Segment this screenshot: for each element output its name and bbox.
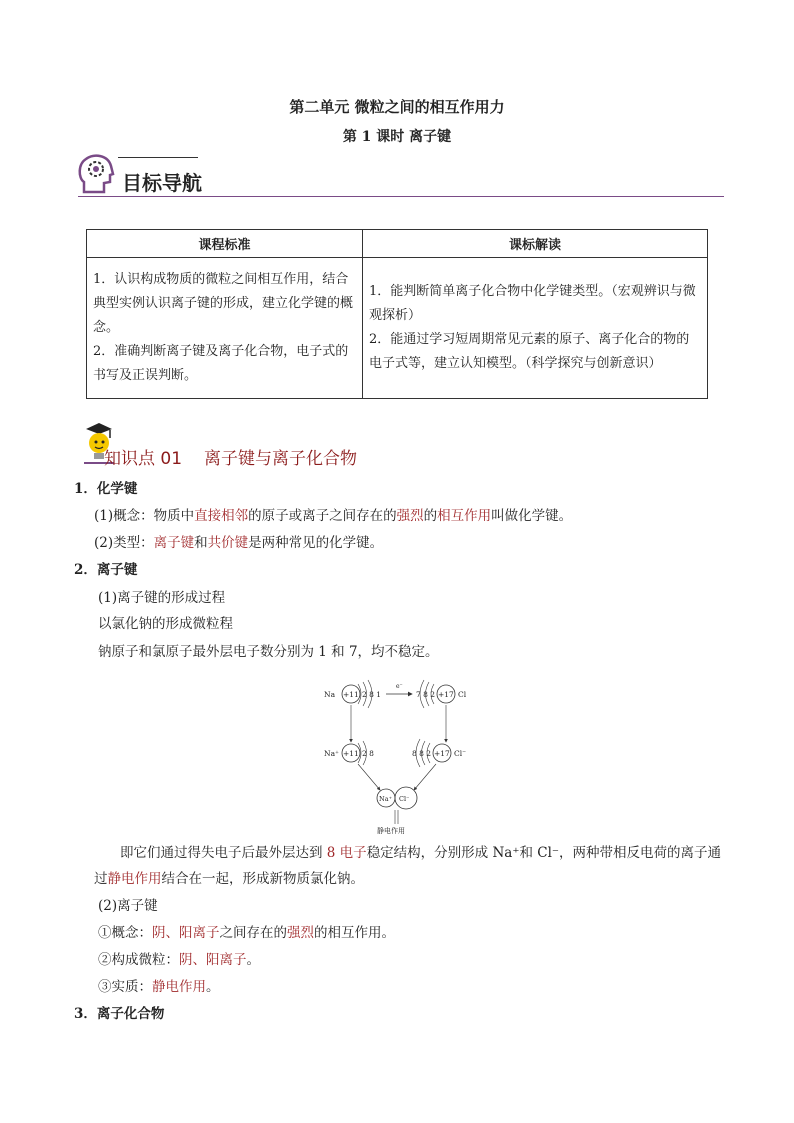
text: ②构成微粒： (98, 952, 179, 968)
text: ③实质： (98, 979, 152, 995)
text: 叫做化学键。 (491, 508, 573, 524)
nacl-formation-diagram (318, 676, 478, 836)
section-2-heading: 2．离子键 (74, 562, 138, 578)
cl-label: Cl (458, 690, 467, 699)
highlight: 阴、阳离子 (179, 952, 247, 968)
table-header-standards: 课程标准 (87, 230, 363, 258)
text: 和 (194, 535, 208, 551)
text: 稳定结构，分别形成 Na⁺和 Cl⁻，两种带相反电荷的离子通过 (94, 845, 722, 887)
section-1-heading: 1．化学键 (74, 481, 138, 497)
cl-core: +17 (438, 690, 454, 699)
ionic-bond-essence (98, 977, 220, 997)
lesson-title: 第 1 课时 离子键 (342, 129, 452, 145)
interpretation-item: 1．能判断简单离子化合物中化学键类型。（宏观辨识与微观探析） (369, 284, 696, 323)
unit-title: 第二单元 微粒之间的相互作用力 (289, 98, 505, 116)
highlight: 阴、阳离子 (152, 925, 220, 941)
text: (2)类型： (94, 535, 154, 551)
head-gear-icon (76, 152, 116, 196)
na-ion-shells: 2 8 (362, 749, 374, 758)
electrostatic-label: 静电作用 (377, 827, 405, 835)
chem-bond-types (94, 533, 383, 553)
text: 的相互作用。 (314, 925, 395, 941)
formation-subheading: (1)离子键的形成过程 (98, 590, 226, 606)
formation-example: 以氯化钠的形成微粒程 (98, 616, 233, 632)
section-3-heading: 3．离子化合物 (74, 1006, 165, 1022)
interpretation-cell (363, 258, 708, 399)
ionic-bond-particles (98, 950, 260, 970)
interpretation-item: 2．能通过学习短周期常见元素的原子、离子化合的物的电子式等，建立认知模型。（科学探究与创新意识） (369, 332, 690, 371)
highlight: 静电作用 (107, 871, 162, 887)
cl-ion-shells: 8 8 2 (412, 749, 432, 758)
table-header-interpretation: 课标解读 (363, 230, 708, 258)
formation-explanation (94, 840, 724, 892)
na-ion-core: +11 (343, 749, 359, 758)
highlight: 8 电子 (326, 845, 367, 861)
ionic-bond-subheading: (2)离子键 (98, 898, 158, 914)
na-shells: 2 8 1 (362, 690, 382, 699)
standards-cell (87, 258, 363, 399)
knowledge-point-label: 知识点 01 (104, 449, 183, 469)
highlight: 强烈 (396, 508, 424, 524)
na-label: Na (324, 690, 336, 699)
standard-item: 2．准确判断离子键及离子化合物，电子式的书写及正误判断。 (93, 344, 349, 383)
highlight: 离子键 (153, 535, 195, 551)
highlight: 直接相邻 (194, 508, 249, 524)
knowledge-point-title (104, 444, 357, 469)
cl-ion-small: Cl⁻ (399, 795, 410, 803)
text: 。 (206, 979, 220, 995)
na-ion-small: Na⁺ (379, 795, 392, 803)
highlight: 强烈 (287, 925, 314, 941)
electron-count-text: 钠原子和氯原子最外层电子数分别为 1 和 7，均不稳定。 (98, 644, 439, 660)
chem-bond-concept (94, 506, 572, 526)
highlight: 共价键 (207, 535, 249, 551)
text: (1)概念：物质中 (94, 508, 195, 524)
cl-shells: 7 8 2 (416, 690, 436, 699)
highlight: 静电作用 (152, 979, 206, 995)
standards-table (86, 229, 708, 399)
goal-section-title: 目标导航 (122, 171, 202, 195)
text: 结合在一起，形成新物质氯化钠。 (161, 871, 364, 887)
knowledge-point-name: 离子键与离子化合物 (204, 449, 358, 469)
text: 之间存在的 (219, 925, 287, 941)
cl-ion-core: +17 (434, 749, 450, 758)
text: 是两种常见的化学键。 (248, 535, 384, 551)
text: 的 (423, 508, 438, 524)
na-ion-label: Na⁺ (324, 749, 339, 758)
na-core: +11 (343, 690, 359, 699)
text: 即它们通过得失电子后最外层达到 (120, 845, 327, 861)
standard-item: 1．认识构成物质的微粒之间相互作用，结合典型实例认识离子键的形成，建立化学键的概念。 (93, 272, 354, 335)
text: ①概念： (98, 925, 152, 941)
cl-ion-label: Cl⁻ (454, 749, 467, 758)
goal-divider (78, 196, 724, 197)
text: 。 (246, 952, 260, 968)
highlight: 相互作用 (437, 508, 492, 524)
electron-label: e⁻ (396, 683, 403, 690)
text: 的原子或离子之间存在的 (248, 508, 397, 524)
ionic-bond-concept (98, 923, 395, 943)
goal-top-rule (118, 157, 198, 158)
